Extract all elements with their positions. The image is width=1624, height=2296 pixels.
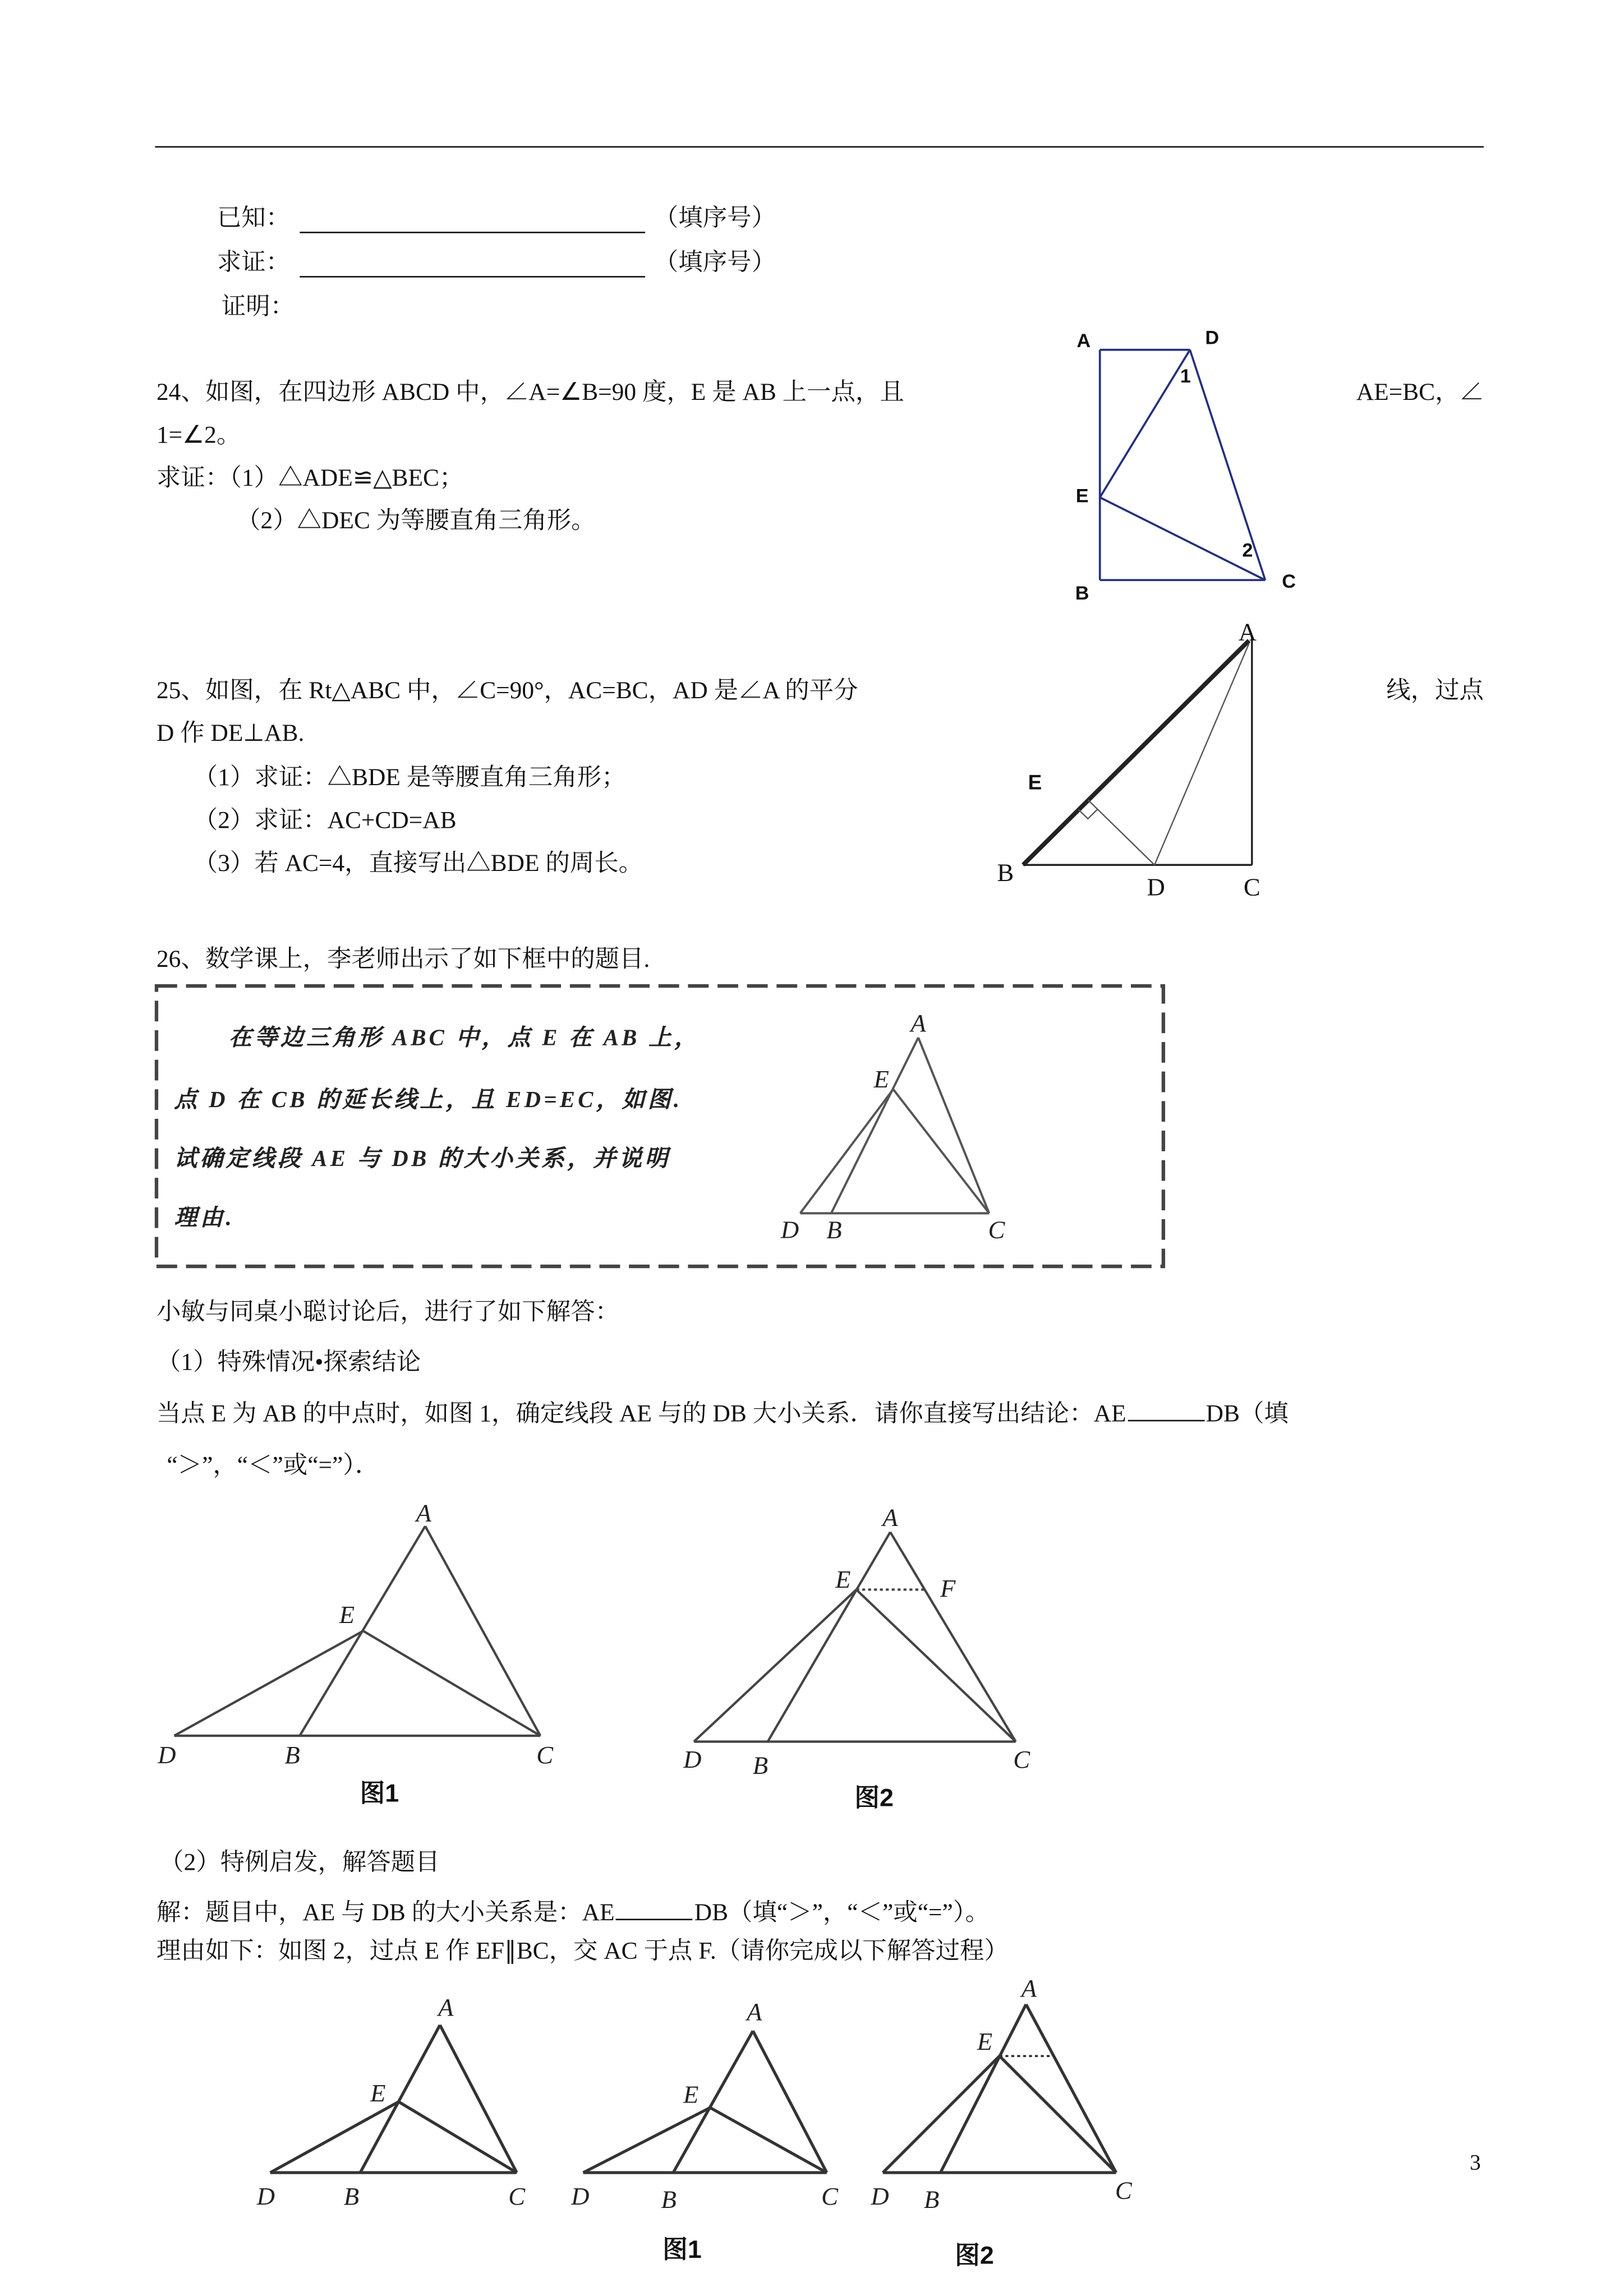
segment-AC bbox=[1026, 2004, 1116, 2173]
q26-part1-line2: “＞”，“＜”或“=”）． bbox=[167, 1451, 380, 1479]
prove-blank bbox=[300, 276, 645, 278]
label-B: B bbox=[752, 1751, 769, 1779]
q26-part1-text-before: 当点 E 为 AB 的中点时，如图 1，确定线段 AE 与的 DB 大小关系．请你直接写出结论：AE bbox=[156, 1399, 1126, 1427]
box-line-2: 点 D 在 CB 的延长线上，且 ED=EC，如图. bbox=[174, 1087, 683, 1113]
label-A: A bbox=[1238, 617, 1257, 646]
label-B: B bbox=[924, 2185, 940, 2214]
q26-part1-question bbox=[157, 1398, 1289, 1430]
label-D: D bbox=[871, 2182, 889, 2211]
bottom-figure-a bbox=[251, 1985, 539, 2221]
segment-AC bbox=[890, 1532, 1016, 1742]
segment-EC bbox=[856, 1589, 1015, 1741]
label-A: A bbox=[910, 1008, 926, 1037]
segment-EC bbox=[1100, 497, 1266, 580]
label-B: B bbox=[343, 2182, 360, 2211]
known-hint: （填序号） bbox=[654, 204, 776, 232]
label-A: A bbox=[747, 1998, 762, 2026]
label-C: C bbox=[1013, 1745, 1030, 1774]
q24-prove-1: 求证：（1）△ADE≌△BEC； bbox=[156, 463, 464, 492]
label-C: C bbox=[988, 1215, 1005, 1244]
label-E: E bbox=[1028, 771, 1042, 794]
segment-ED bbox=[1088, 800, 1154, 865]
label-E: E bbox=[683, 2080, 699, 2109]
q26-part1-blank bbox=[1128, 1398, 1204, 1421]
label-E: E bbox=[873, 1064, 889, 1093]
q25-figure bbox=[986, 612, 1281, 907]
segment-AB bbox=[831, 1038, 918, 1213]
box-line-4: 理由. bbox=[174, 1206, 235, 1231]
label-E: E bbox=[370, 2078, 386, 2107]
bottom-figure-b bbox=[565, 1993, 849, 2273]
label-E: E bbox=[835, 1565, 851, 1594]
bottom-figure-c-caption: 图2 bbox=[955, 2241, 994, 2270]
proof-label: 证明： bbox=[221, 292, 295, 321]
q25-part3: （3）若 AC=4，直接写出△BDE 的周长。 bbox=[193, 849, 643, 877]
q26-part2-text-after: DB（填“＞”，“＜”或“=”）。 bbox=[694, 1898, 990, 1926]
label-D: D bbox=[683, 1745, 702, 1774]
label-D: D bbox=[780, 1215, 799, 1244]
label-D: D bbox=[1147, 873, 1165, 901]
bottom-figure-c bbox=[864, 1970, 1144, 2280]
known-label: 已知： bbox=[217, 204, 291, 232]
segment-ED bbox=[694, 1589, 856, 1741]
label-B: B bbox=[661, 2185, 677, 2214]
segment-ED bbox=[883, 2056, 1000, 2173]
q26-part2-blank bbox=[616, 1897, 693, 1920]
page-number: 3 bbox=[1469, 2152, 1481, 2176]
label-C: C bbox=[508, 2182, 526, 2211]
q24-line2: 1=∠2。 bbox=[156, 421, 241, 449]
label-A: A bbox=[1076, 330, 1091, 352]
figure-2-caption: 图2 bbox=[854, 1783, 894, 1812]
segment-EC bbox=[1000, 2056, 1116, 2173]
q24-prove-2: （2）△DEC 为等腰直角三角形。 bbox=[236, 506, 596, 534]
prove-label: 求证： bbox=[217, 248, 291, 276]
label-A: A bbox=[438, 1993, 454, 2022]
label-B: B bbox=[997, 858, 1014, 887]
label-B: B bbox=[826, 1215, 842, 1244]
label-E: E bbox=[1075, 485, 1089, 507]
label-D: D bbox=[256, 2182, 275, 2211]
q26-part2-text-before: 解：题目中，AE 与 DB 的大小关系是：AE bbox=[156, 1898, 615, 1926]
q25-line1-end: 线，过点 bbox=[1386, 676, 1484, 704]
known-blank bbox=[300, 232, 645, 233]
q26-part2-reason: 理由如下：如图 2，过点 E 作 EF∥BC，交 AC 于点 F.（请你完成以下解答过程） bbox=[156, 1936, 1009, 1965]
segment-AD bbox=[1154, 643, 1249, 865]
label-C: C bbox=[1115, 2176, 1132, 2205]
label-angle-1: 1 bbox=[1180, 366, 1191, 388]
box-figure bbox=[775, 1004, 1019, 1247]
q26-part2-heading: （2）特例启发，解答题目 bbox=[159, 1848, 440, 1877]
right-angle-mark bbox=[1079, 809, 1097, 819]
label-D: D bbox=[571, 2182, 590, 2211]
segment-AC bbox=[425, 1526, 540, 1736]
segment-EC bbox=[363, 1631, 540, 1736]
segment-DC bbox=[1190, 350, 1265, 580]
q25-line1: 25、如图，在 Rt△ABC 中，∠C=90°，AC=BC，AD 是∠A 的平分 bbox=[156, 676, 858, 704]
label-D: D bbox=[158, 1741, 176, 1769]
segment-BA bbox=[1023, 640, 1249, 865]
q25-line2: D 作 DE⊥AB. bbox=[156, 718, 305, 747]
q24-figure bbox=[1056, 317, 1314, 612]
segment-ED bbox=[1100, 350, 1190, 497]
label-F: F bbox=[940, 1574, 956, 1602]
figure-1-caption: 图1 bbox=[360, 1779, 399, 1808]
figure-2 bbox=[671, 1498, 1048, 1823]
label-A: A bbox=[1021, 1974, 1037, 2003]
q25-part1: （1）求证：△BDE 是等腰直角三角形； bbox=[193, 763, 626, 791]
label-C: C bbox=[1282, 570, 1296, 592]
label-D: D bbox=[1205, 327, 1220, 349]
q24-line1: 24、如图，在四边形 ABCD 中，∠A=∠B=90 度，E 是 AB 上一点，且 bbox=[156, 377, 904, 406]
q26-intro: 26、数学课上，李老师出示了如下框中的题目. bbox=[156, 944, 650, 973]
label-C: C bbox=[536, 1741, 554, 1769]
bottom-figure-b-caption: 图1 bbox=[663, 2235, 702, 2263]
q25-part2: （2）求证：AC+CD=AB bbox=[193, 805, 457, 834]
label-C: C bbox=[821, 2182, 838, 2211]
label-A: A bbox=[416, 1499, 431, 1527]
segment-EC bbox=[893, 1089, 989, 1213]
label-A: A bbox=[882, 1503, 898, 1532]
box-line-1: 在等边三角形 ABC 中，点 E 在 AB 上， bbox=[228, 1026, 701, 1051]
q26-discussion: 小敏与同桌小聪讨论后，进行了如下解答： bbox=[156, 1297, 620, 1326]
prove-hint: （填序号） bbox=[654, 248, 776, 276]
box-line-3: 试确定线段 AE 与 DB 的大小关系，并说明 bbox=[174, 1146, 671, 1172]
label-B: B bbox=[1075, 582, 1089, 604]
label-C: C bbox=[1243, 873, 1260, 901]
label-E: E bbox=[339, 1601, 355, 1629]
q26-part1-heading: （1）特殊情况•探索结论 bbox=[156, 1347, 421, 1376]
figure-1 bbox=[148, 1495, 568, 1820]
segment-ED bbox=[800, 1089, 893, 1213]
label-angle-2: 2 bbox=[1242, 540, 1253, 561]
header-rule bbox=[155, 146, 1484, 148]
q24-line1-end: AE=BC，∠ bbox=[1356, 377, 1484, 406]
segment-AB bbox=[768, 1532, 890, 1742]
label-E: E bbox=[977, 2027, 993, 2055]
q26-part2-answer bbox=[157, 1897, 990, 1929]
label-B: B bbox=[284, 1741, 300, 1769]
segment-AC bbox=[918, 1038, 989, 1213]
q26-part1-text-after: DB（填 bbox=[1206, 1399, 1289, 1427]
segment-ED bbox=[174, 1631, 364, 1736]
